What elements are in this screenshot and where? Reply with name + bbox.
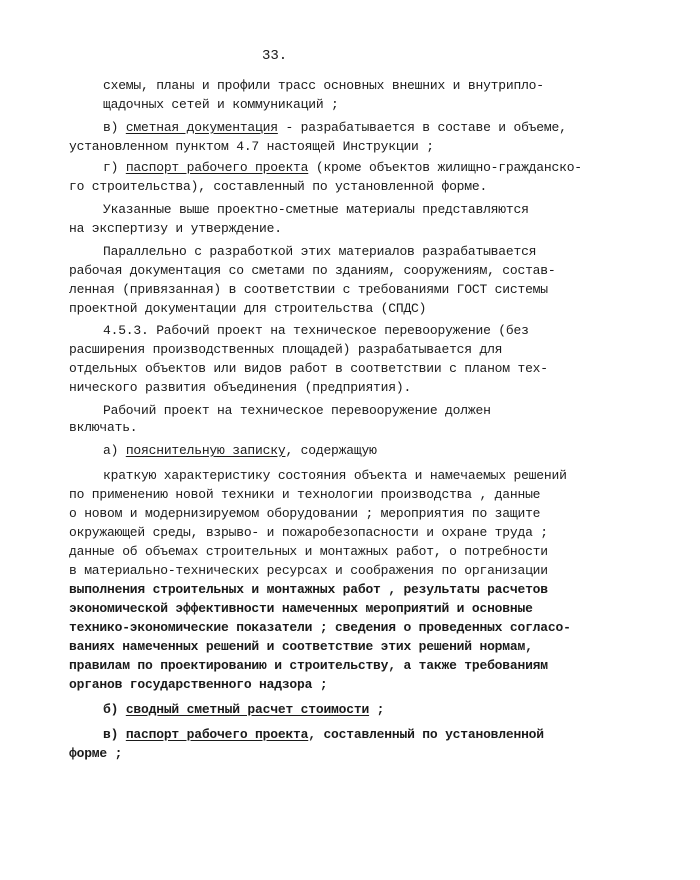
text-line: отдельных объектов или видов работ в соответствии с планом тех- — [69, 361, 548, 376]
text-line: в) сметная документация - разрабатывается в составе и объеме, — [103, 120, 567, 135]
underlined-term: сметная документация — [125, 120, 278, 135]
underlined-term: пояснительную записку — [125, 443, 286, 458]
text-line: в) паспорт рабочего проекта, составленный по установленной — [103, 727, 544, 742]
text-line: ленная (привязанная) в соответствии с требованиями ГОСТ системы — [69, 282, 548, 297]
text-line: Указанные выше проектно-сметные материалы представляются — [103, 202, 529, 217]
page-number: 33. — [262, 48, 288, 64]
text-line: в материально-технических ресурсах и соображения по организации — [69, 563, 548, 578]
text-line: Рабочий проект на техническое перевооружение должен — [103, 403, 491, 418]
text-line: б) сводный сметный расчет стоимости ; — [103, 702, 385, 717]
text-line: проектной документации для строительства (СПДС) — [69, 301, 427, 316]
text-line: экономической эффективности намеченных мероприятий и основные — [69, 601, 533, 616]
text-line: данные об объемах строительных и монтажных работ, о потребности — [69, 544, 548, 559]
text-line: ваниях намеченных решений и соответствие этих решений нормам, — [69, 639, 533, 654]
text-line: нического развития объединения (предприятия). — [69, 380, 412, 395]
text-line: щадочных сетей и коммуникаций ; — [103, 97, 339, 112]
text-line: на экспертизу и утверждение. — [69, 221, 282, 236]
text-line: краткую характеристику состояния объекта и намечаемых решений — [103, 468, 567, 483]
text-line: Параллельно с разработкой этих материалов разрабатывается — [103, 244, 537, 259]
text-line: а) пояснительную записку, содержащую — [103, 443, 377, 458]
text-line: выполнения строительных и монтажных работ , результаты расчетов — [69, 582, 548, 597]
text-line: схемы, планы и профили трасс основных внешних и внутрипло- — [103, 78, 544, 93]
text-line: г) паспорт рабочего проекта (кроме объектов жилищно-гражданско- — [103, 160, 582, 175]
text-line: органов государственного надзора ; — [69, 677, 328, 692]
underlined-term: сводный сметный расчет стоимости — [125, 702, 370, 717]
text-line: по применению новой техники и технологии производства , данные — [69, 487, 541, 502]
text-line: о новом и модернизируемом оборудовании ; мероприятия по защите — [69, 506, 541, 521]
text-line: технико-экономические показатели ; сведения о проведенных согласо- — [69, 620, 571, 635]
underlined-term: паспорт рабочего проекта — [125, 727, 309, 742]
underlined-term: паспорт рабочего проекта — [125, 160, 309, 175]
text-line: рабочая документация со сметами по зданиям, сооружениям, состав- — [69, 263, 556, 278]
text-line: форме ; — [69, 746, 123, 761]
text-line: правилам по проектированию и строительству, а также требованиям — [69, 658, 548, 673]
text-line: установленном пунктом 4.7 настоящей Инструкции ; — [69, 139, 434, 154]
text-line: 4.5.3. Рабочий проект на техническое перевооружение (без — [103, 323, 529, 338]
text-line: расширения производственных площадей) разрабатывается для — [69, 342, 503, 357]
text-line: го строительства), составленный по установленной форме. — [69, 179, 488, 194]
text-line: окружающей среды, взрыво- и пожаробезопасности и охране труда ; — [69, 525, 548, 540]
text-line: включать. — [69, 420, 138, 435]
